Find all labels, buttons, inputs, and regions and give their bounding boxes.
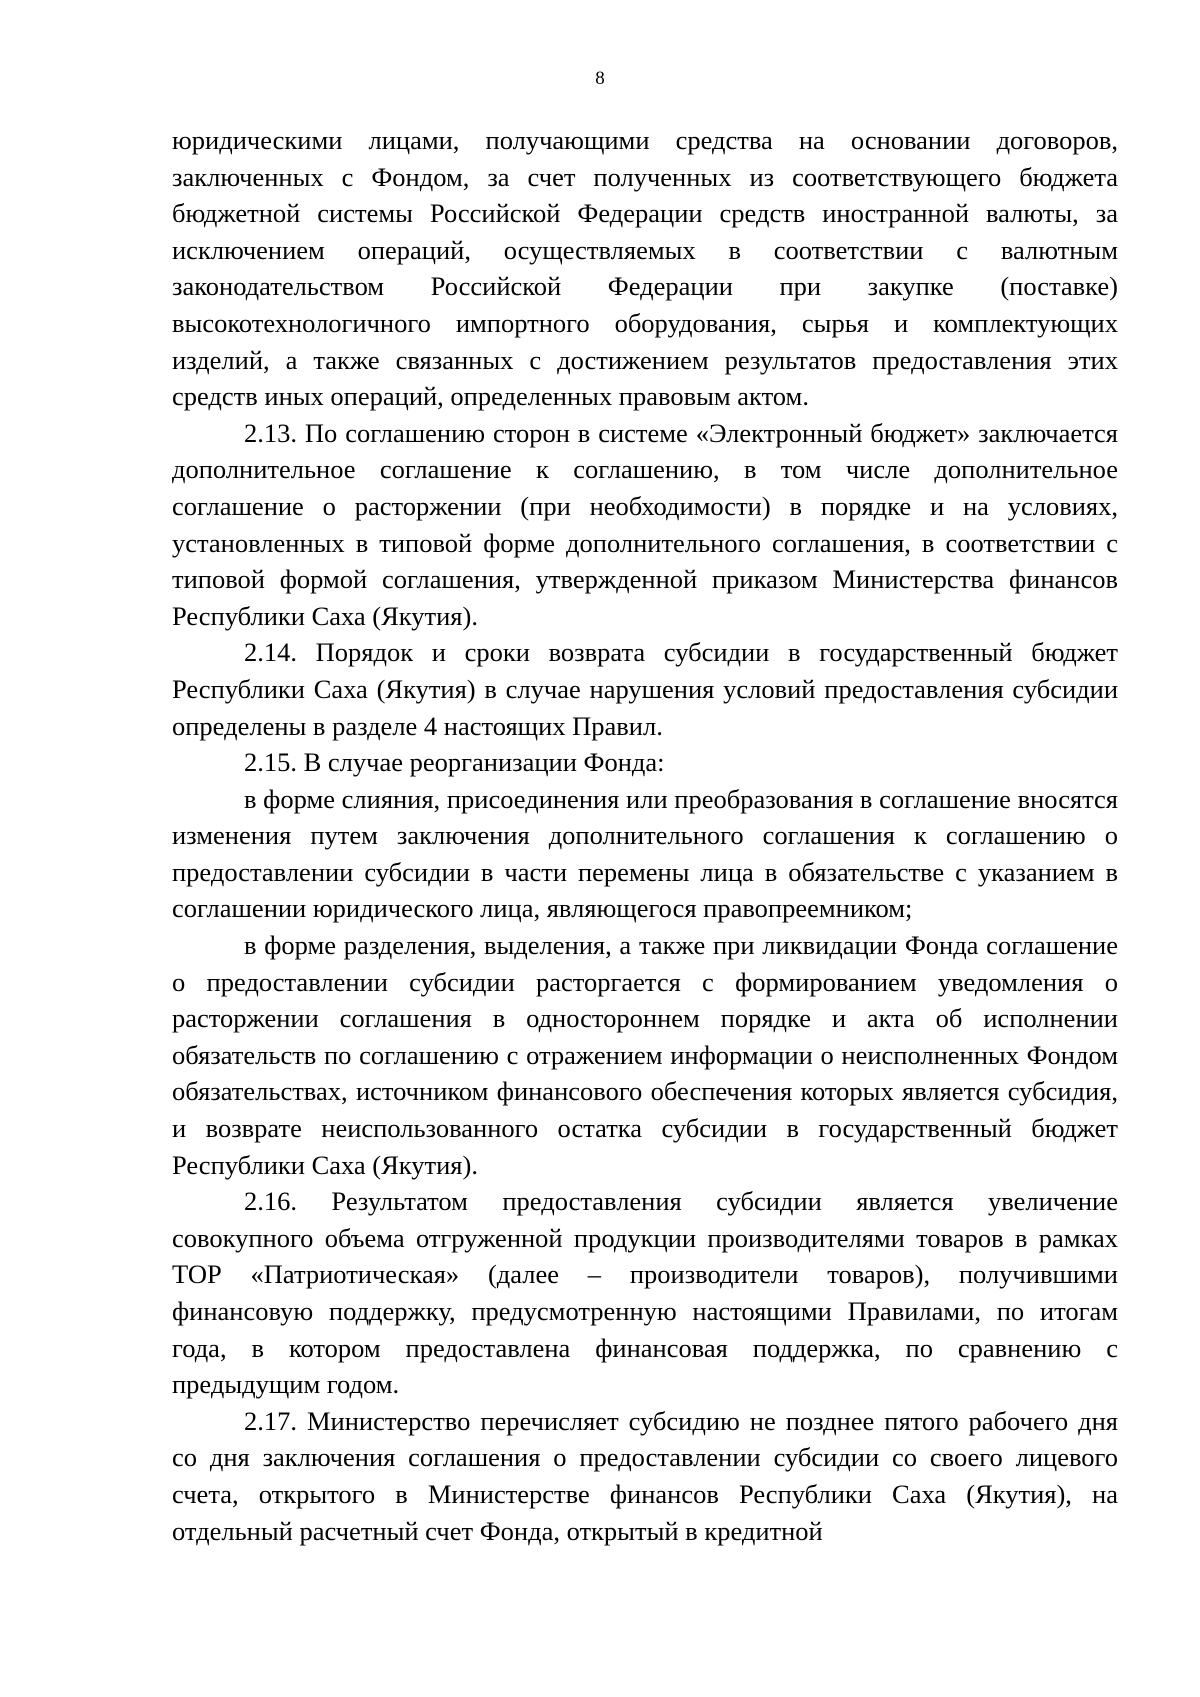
document-body bbox=[172, 122, 1118, 1549]
page-number: 8 bbox=[595, 68, 605, 89]
paragraph-2-16: 2.16. Результатом предоставления субсидии является увеличение совокупного объема отгруженной продукции производителями товаров в рамках ТОР «Патриотическая» (далее – производители товаров), получившими финансовую поддержку, предусмотренную настоящими Правилами, по итогам года, в котором предоставлена финансовая поддержка, по сравнению с предыдущим годом. bbox=[172, 1186, 1118, 1400]
paragraph-2-17: 2.17. Министерство перечисляет субсидию не позднее пятого рабочего дня со дня заключения соглашения о предоставлении субсидии со своего лицевого счета, открытого в Министерстве финансов Республики Саха (Якутия), на отдельный расчетный счет Фонда, открытый в кредитной bbox=[172, 1405, 1118, 1546]
paragraph-merger-case: в форме слияния, присоединения или преобразования в соглашение вносятся изменения путем заключения дополнительного соглашения к соглашению о предоставлении субсидии в части перемены лица в обязательстве с указанием в соглашении юридического лица, являющегося правопреемником; bbox=[172, 783, 1118, 924]
paragraph-division-case: в форме разделения, выделения, а также при ликвидации Фонда соглашение о предоставлении субсидии расторгается с формированием уведомления о расторжении соглашения в одностороннем порядке и акта об исполнении обязательств по соглашению с отражением информации о неисполненных Фондом обязательствах, источником финансового обеспечения которых является субсидия, и возврате неиспользованного остатка субсидии в государственный бюджет Республики Саха (Якутия). bbox=[172, 930, 1118, 1180]
paragraph-2-13: 2.13. По соглашению сторон в системе «Электронный бюджет» заключается дополнительное соглашение к соглашению, в том числе дополнительное соглашение о расторжении (при необходимости) в порядке и на условиях, установленных в типовой форме дополнительного соглашения, в соответствии с типовой формой соглашения, утвержденной приказом Министерства финансов Республики Саха (Якутия). bbox=[172, 417, 1118, 631]
paragraph-2-15: 2.15. В случае реорганизации Фонда: bbox=[244, 747, 665, 778]
paragraph-continuation: юридическими лицами, получающими средства на основании договоров, заключенных с Фондом, за счет полученных из соответствующего бюджета бюджетной системы Российской Федерации средств иностранной валюты, за исключением операций, осуществляемых в соответствии с валютным законодательством Российской Федерации при закупке (поставке) высокотехнологичного импортного оборудования, сырья и комплектующих изделий, а также связанных с достижением результатов предоставления этих средств иных операций, определенных правовым актом. bbox=[172, 125, 1118, 412]
paragraph-2-14: 2.14. Порядок и сроки возврата субсидии в государственный бюджет Республики Саха (Якутия) в случае нарушения условий предоставления субсидии определены в разделе 4 настоящих Правил. bbox=[172, 637, 1118, 741]
